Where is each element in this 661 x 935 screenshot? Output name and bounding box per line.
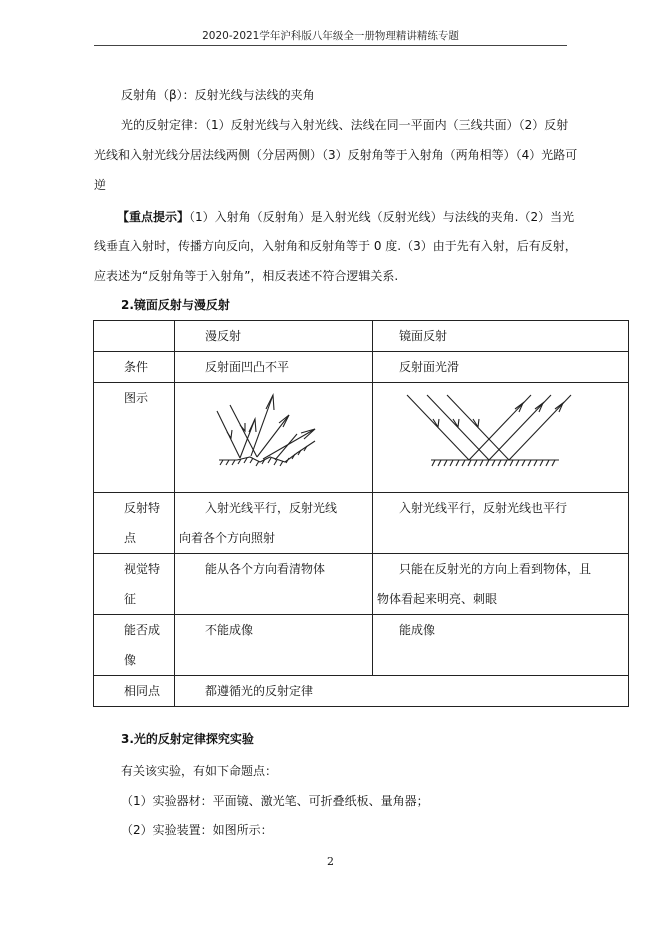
header-rule — [94, 45, 567, 46]
specular-figure-cell — [373, 383, 629, 493]
law-line-1: 光的反射定律：（1）反射光线与入射光线、法线在同一平面内（三线共面）（2）反射 — [121, 118, 569, 132]
label-image — [94, 615, 175, 676]
label-condition: 条件 — [94, 352, 175, 383]
tip-label: 【重点提示】 — [117, 210, 190, 224]
diffuse-figure-cell — [175, 383, 373, 493]
tip-line-1 — [117, 209, 593, 226]
diffuse-feature-2: 向着各个方向照射 — [179, 531, 276, 545]
section-3-title: 3.光的反射定律探究实验 — [121, 732, 254, 746]
diffuse-feature-1: 入射光线平行，反射光线 — [205, 501, 338, 515]
section-2-title: 2.镜面反射与漫反射 — [121, 298, 230, 312]
header-diffuse: 漫反射 — [175, 321, 373, 352]
diffuse-condition: 反射面凹凸不平 — [175, 352, 373, 383]
reflected-ray-3 — [257, 415, 289, 457]
label-feature-1: 反射特 — [124, 501, 161, 515]
label-common: 相同点 — [94, 676, 175, 707]
specular-feature: 入射光线平行，反射光线也平行 — [373, 493, 629, 554]
page-number: 2 — [327, 855, 334, 868]
tip-text-1: （1）入射角（反射角）是入射光线（反射光线）与法线的夹角.（2）当光 — [189, 210, 575, 224]
label-visual-2: 征 — [124, 592, 137, 606]
law-line-2: 光线和入射光线分居法线两侧（分居两侧）（3）反射角等于入射角（两角相等）（4）光路可 — [94, 148, 578, 162]
specular-reflection-diagram — [373, 383, 602, 481]
table-corner — [94, 321, 175, 352]
experiment-intro: 有关该实验，有如下命题点： — [121, 764, 278, 778]
header-specular: 镜面反射 — [373, 321, 629, 352]
diffuse-feature — [175, 493, 373, 554]
label-visual-1: 视觉特 — [124, 562, 161, 576]
specular-condition: 反射面光滑 — [373, 352, 629, 383]
angle-definition: 反射角（β）：反射光线与法线的夹角 — [121, 88, 315, 102]
common-value: 都遵循光的反射定律 — [175, 676, 629, 707]
specular-visual-2: 物体看起来明亮、刺眼 — [377, 592, 498, 606]
label-feature — [94, 493, 175, 554]
label-image-2: 像 — [124, 653, 137, 667]
comparison-table — [93, 320, 629, 707]
specular-visual — [373, 554, 629, 615]
diffuse-visual: 能从各个方向看清物体 — [175, 554, 373, 615]
page-header: 2020-2021学年沪科版八年级全一册物理精讲精练专题 — [202, 30, 459, 42]
diffuse-reflection-diagram — [175, 383, 342, 481]
label-feature-2: 点 — [124, 531, 137, 545]
label-image-1: 能否成 — [124, 623, 161, 637]
label-visual — [94, 554, 175, 615]
experiment-item-2: （2）实验装置：如图所示： — [121, 823, 273, 837]
law-line-3: 逆 — [94, 178, 107, 192]
reflected-ray-2 — [251, 395, 273, 456]
tip-line-3: 应表述为“反射角等于入射角”，相反表述不符合逻辑关系. — [94, 269, 399, 283]
specular-visual-1: 只能在反射光的方向上看到物体，且 — [399, 562, 592, 576]
tip-line-2: 线垂直入射时，传播方向反向，入射角和反射角等于 0 度.（3）由于先有入射，后有反射， — [94, 239, 577, 253]
diffuse-image: 不能成像 — [175, 615, 373, 676]
specular-image: 能成像 — [373, 615, 629, 676]
label-figure: 图示 — [94, 383, 175, 493]
experiment-item-1: （1）实验器材：平面镜、激光笔、可折叠纸板、量角器； — [121, 794, 429, 808]
